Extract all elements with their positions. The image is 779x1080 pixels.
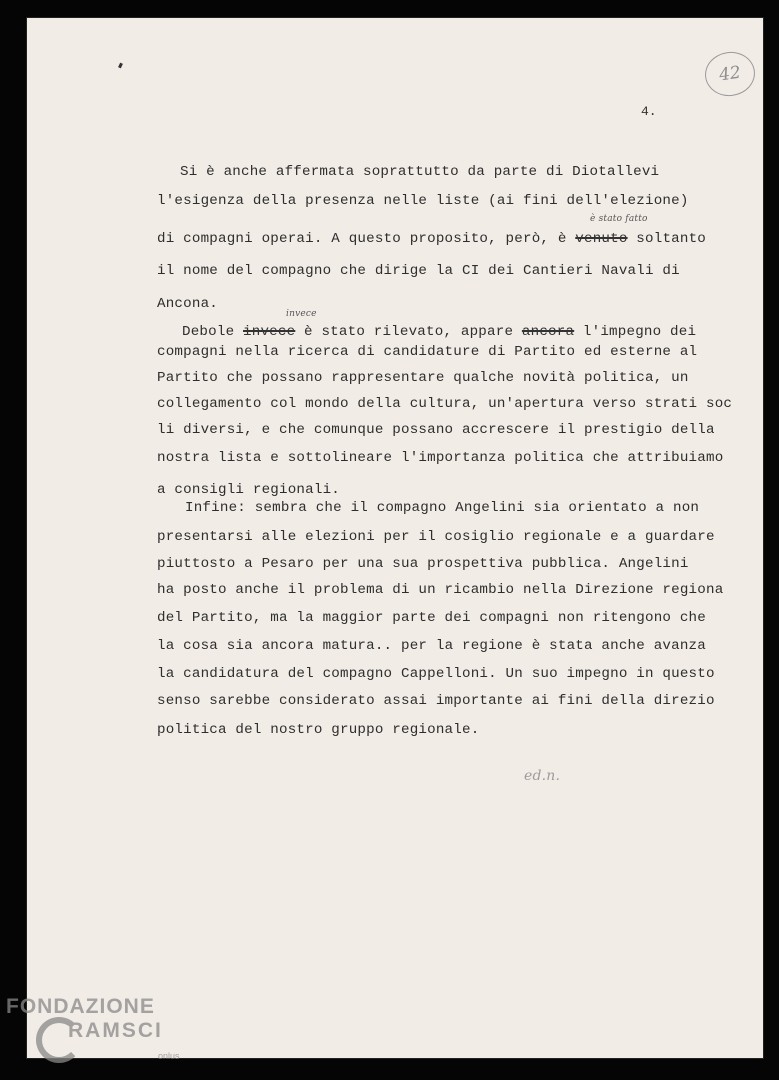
text-line: senso sarebbe considerato assai importante ai fini della direzio (157, 693, 715, 709)
text-line: piuttosto a Pesaro per una sua prospettiva pubblica. Angelini (157, 556, 689, 572)
struck-word: venuto (575, 231, 628, 247)
text-line (157, 638, 706, 654)
text-line: Infine: sembra che il compagno Angelini sia orientato a non (185, 500, 700, 516)
text-line: politica del nostro gruppo regionale. (157, 722, 480, 738)
text-line: nostra lista e sottolineare l'importanza politica che attribuiamo (157, 450, 724, 466)
text-line: a consigli regionali. (157, 482, 340, 498)
text-segment: per la regione è stata anche avanza (401, 638, 706, 654)
watermark-logo (6, 995, 180, 1061)
text-segment: è stato rilevato, appare (304, 324, 514, 340)
text-line: ha posto anche il problema di un ricambio nella Direzione regiona (157, 582, 724, 598)
text-line: collegamento col mondo della cultura, un'apertura verso strati soc (157, 396, 733, 412)
text-line (157, 231, 706, 247)
watermark-line-2: RAMSCI (68, 1019, 163, 1042)
watermark-line-3: onlus (158, 1051, 180, 1061)
text-segment: la cosa sia ancora matura.. (157, 638, 393, 654)
handwritten-insertion: invece (286, 309, 317, 319)
text-line: l'esigenza della presenza nelle liste (ai fini dell'elezione) (157, 193, 689, 209)
text-line: Ancona. (157, 296, 218, 312)
text-segment: l'impegno dei (582, 324, 697, 340)
text-segment: di compagni operai. A questo proposito, però, è (157, 231, 567, 247)
handwritten-initials: ed.n. (524, 768, 561, 784)
page-number: 4. (641, 104, 657, 119)
text-segment: soltanto (636, 231, 707, 247)
text-line: la candidatura del compagno Cappelloni. Un suo impegno in questo (157, 666, 715, 682)
text-line: Si è anche affermata soprattutto da parte di Diotallevi (180, 164, 660, 180)
text-line (182, 324, 696, 340)
archive-number: 42 (717, 62, 743, 86)
text-line: del Partito, ma la maggior parte dei compagni non ritengono che (157, 610, 706, 626)
text-segment: Debole (182, 324, 235, 340)
text-line: presentarsi alle elezioni per il cosiglio regionale e a guardare (157, 529, 715, 545)
text-line: il nome del compagno che dirige la CI dei Cantieri Navali di (157, 263, 680, 279)
watermark-line-1: FONDAZIONE (6, 995, 155, 1018)
text-line: Partito che possano rappresentare qualche novità politica, un (157, 370, 689, 386)
struck-word: invece (243, 324, 296, 340)
struck-word: ancora (521, 324, 575, 340)
handwritten-insertion: è stato fatto (590, 214, 648, 224)
text-line: li diversi, e che comunque possano accrescere il prestigio della (157, 422, 715, 438)
text-line: compagni nella ricerca di candidature di Partito ed esterne al (157, 344, 698, 360)
